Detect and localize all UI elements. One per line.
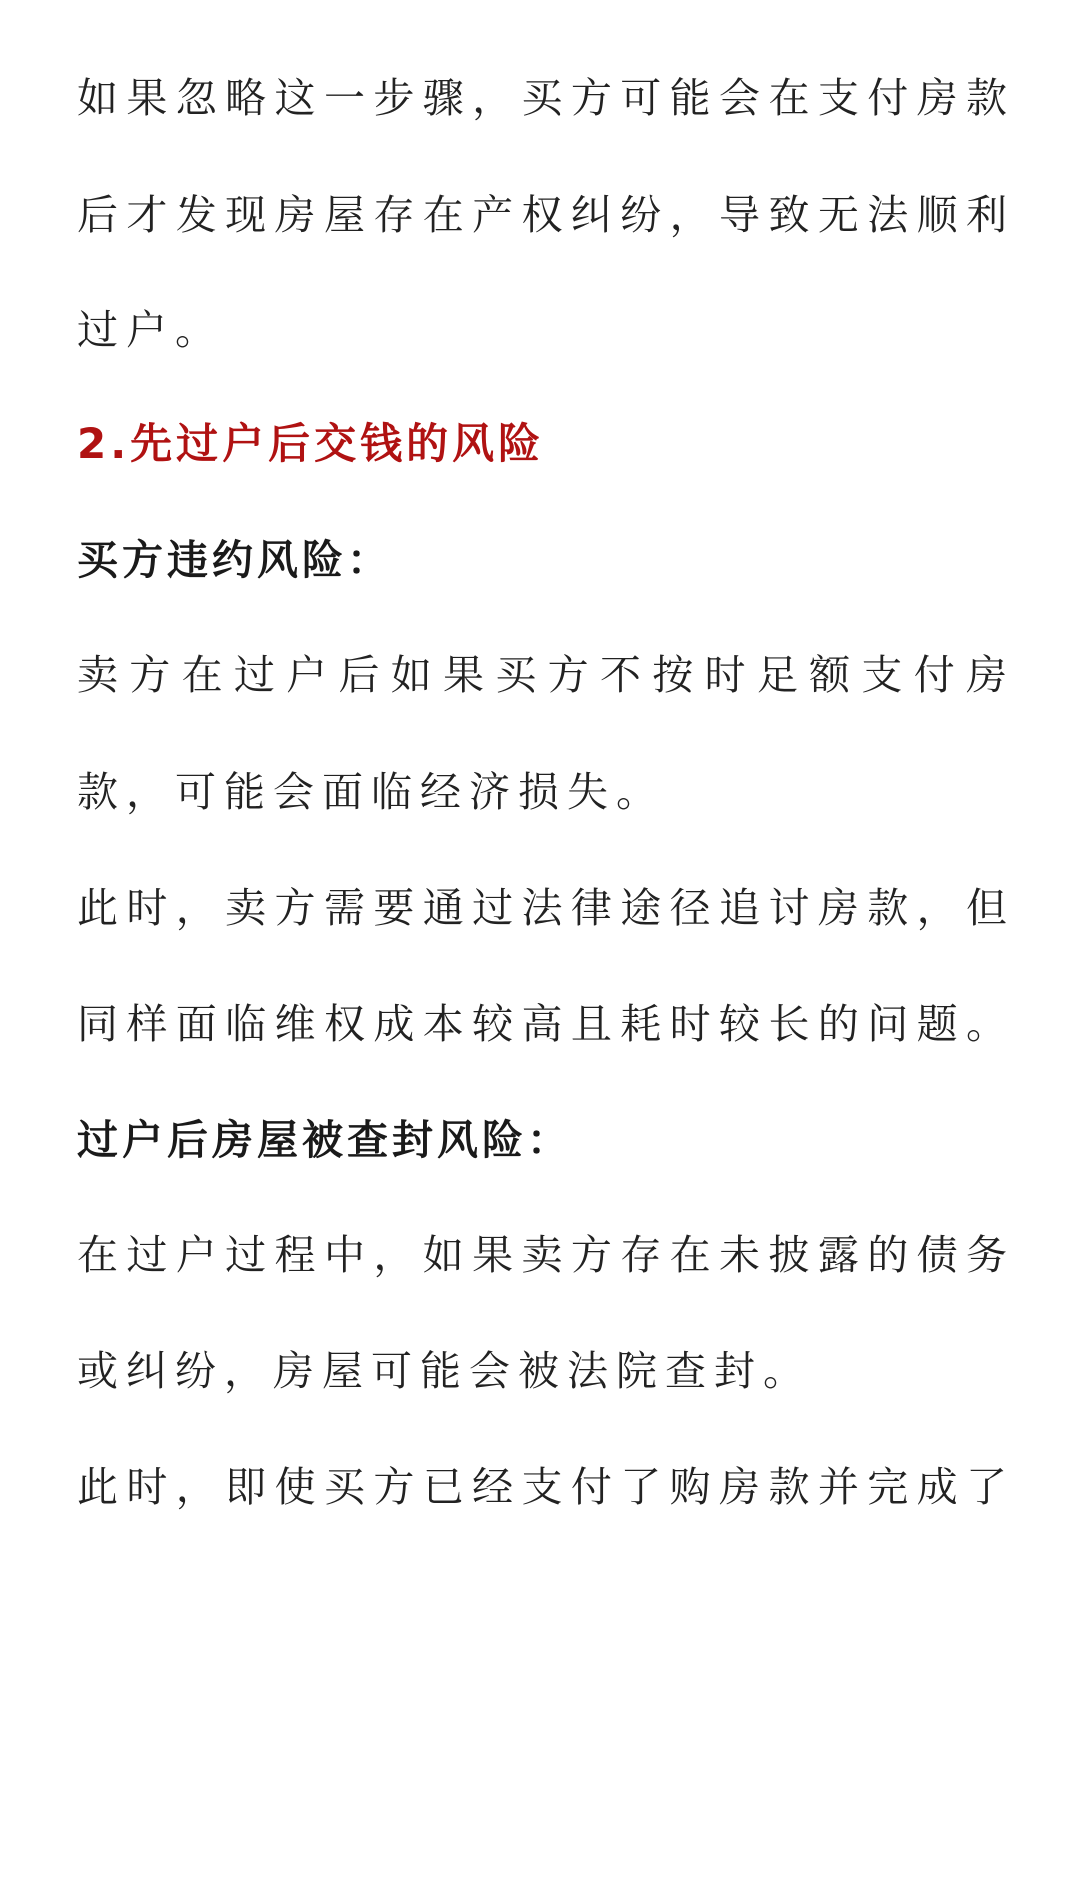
paragraph-line: 如果忽略这一步骤，买方可能会在支付房款 (77, 74, 1007, 122)
paragraph-line: 同样面临维权成本较高且耗时较长的问题。 (77, 1000, 1007, 1048)
paragraph-line: 在过户过程中，如果卖方存在未披露的债务 (77, 1231, 1007, 1279)
subsection-heading: 买方违约风险： (77, 536, 392, 584)
paragraph-line: 过户。 (77, 306, 224, 354)
paragraph-line: 此时，即使买方已经支付了购房款并完成了 (77, 1463, 1007, 1511)
paragraph-line: 款，可能会面临经济损失。 (77, 768, 665, 816)
section-heading: 2.先过户后交钱的风险 (77, 419, 545, 468)
subsection-heading: 过户后房屋被查封风险： (77, 1116, 572, 1164)
paragraph-line: 或纠纷，房屋可能会被法院查封。 (77, 1347, 812, 1395)
paragraph-line: 此时，卖方需要通过法律途径追讨房款，但 (77, 884, 1007, 932)
paragraph-line: 后才发现房屋存在产权纠纷，导致无法顺利 (77, 191, 1007, 239)
paragraph-line: 卖方在过户后如果买方不按时足额支付房 (77, 651, 1007, 699)
